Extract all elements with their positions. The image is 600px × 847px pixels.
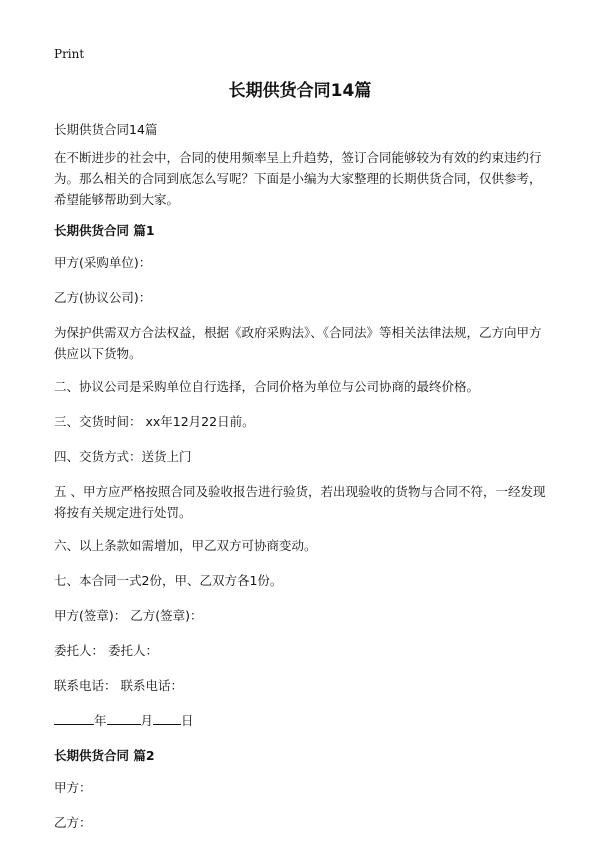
month-label: 月 [140,713,154,728]
clause-paragraph-4: 四、交货方式：送货上门 [54,449,192,464]
phone-line: 联系电话： 联系电话： [54,678,183,693]
document-subtitle: 长期供货合同14篇 [54,122,158,137]
party-a-line: 甲方(采购单位)： [54,255,152,270]
clause-paragraph-6: 六、以上条款如需增加，甲乙双方可协商变动。 [54,538,317,553]
day-label: 日 [181,713,194,728]
section2-party-b: 乙方： [54,815,92,830]
clause-paragraph-2: 二、协议公司是采购单位自行选择，合同价格为单位与公司协商的最终价格。 [54,379,480,394]
clause-paragraph-5: 五 、甲方应严格按照合同及验收报告进行验货，若出现验收的货物与合同不符，一经发现将按有关规定进行处罚。 [54,484,546,520]
month-blank [107,711,141,725]
year-label: 年 [94,713,107,728]
document-body [54,119,552,847]
intro-paragraph: 在不断进步的社会中，合同的使用频率呈上升趋势，签订合同能够较为有效的约束违约行为。那么相关的合同到底怎么写呢？下面是小编为大家整理的长期供货合同，仅供参考，希望能够帮助到大家。 [54,150,542,207]
section-heading-2: 长期供货合同 篇2 [54,748,155,763]
clause-paragraph-7: 七、本合同一式2份，甲、乙双方各1份。 [54,573,283,588]
print-label: Print [54,47,85,61]
section2-party-a: 甲方： [54,780,92,795]
section-heading-1: 长期供货合同 篇1 [54,223,155,238]
signature-line: 甲方(签章)： 乙方(签章)： [54,608,203,623]
day-blank [153,711,181,725]
agent-line: 委托人： 委托人： [54,643,158,658]
party-b-line: 乙方(协议公司)： [54,290,152,305]
clause-paragraph-1: 为保护供需双方合法权益，根据《政府采购法》、《合同法》等相关法律法规，乙方向甲方供应以下货物。 [54,325,542,361]
year-blank [54,711,94,725]
document-title: 长期供货合同14篇 [228,81,372,101]
clause-paragraph-3: 三、交货时间： xx年12月22日前。 [54,414,255,429]
date-line [54,710,552,731]
